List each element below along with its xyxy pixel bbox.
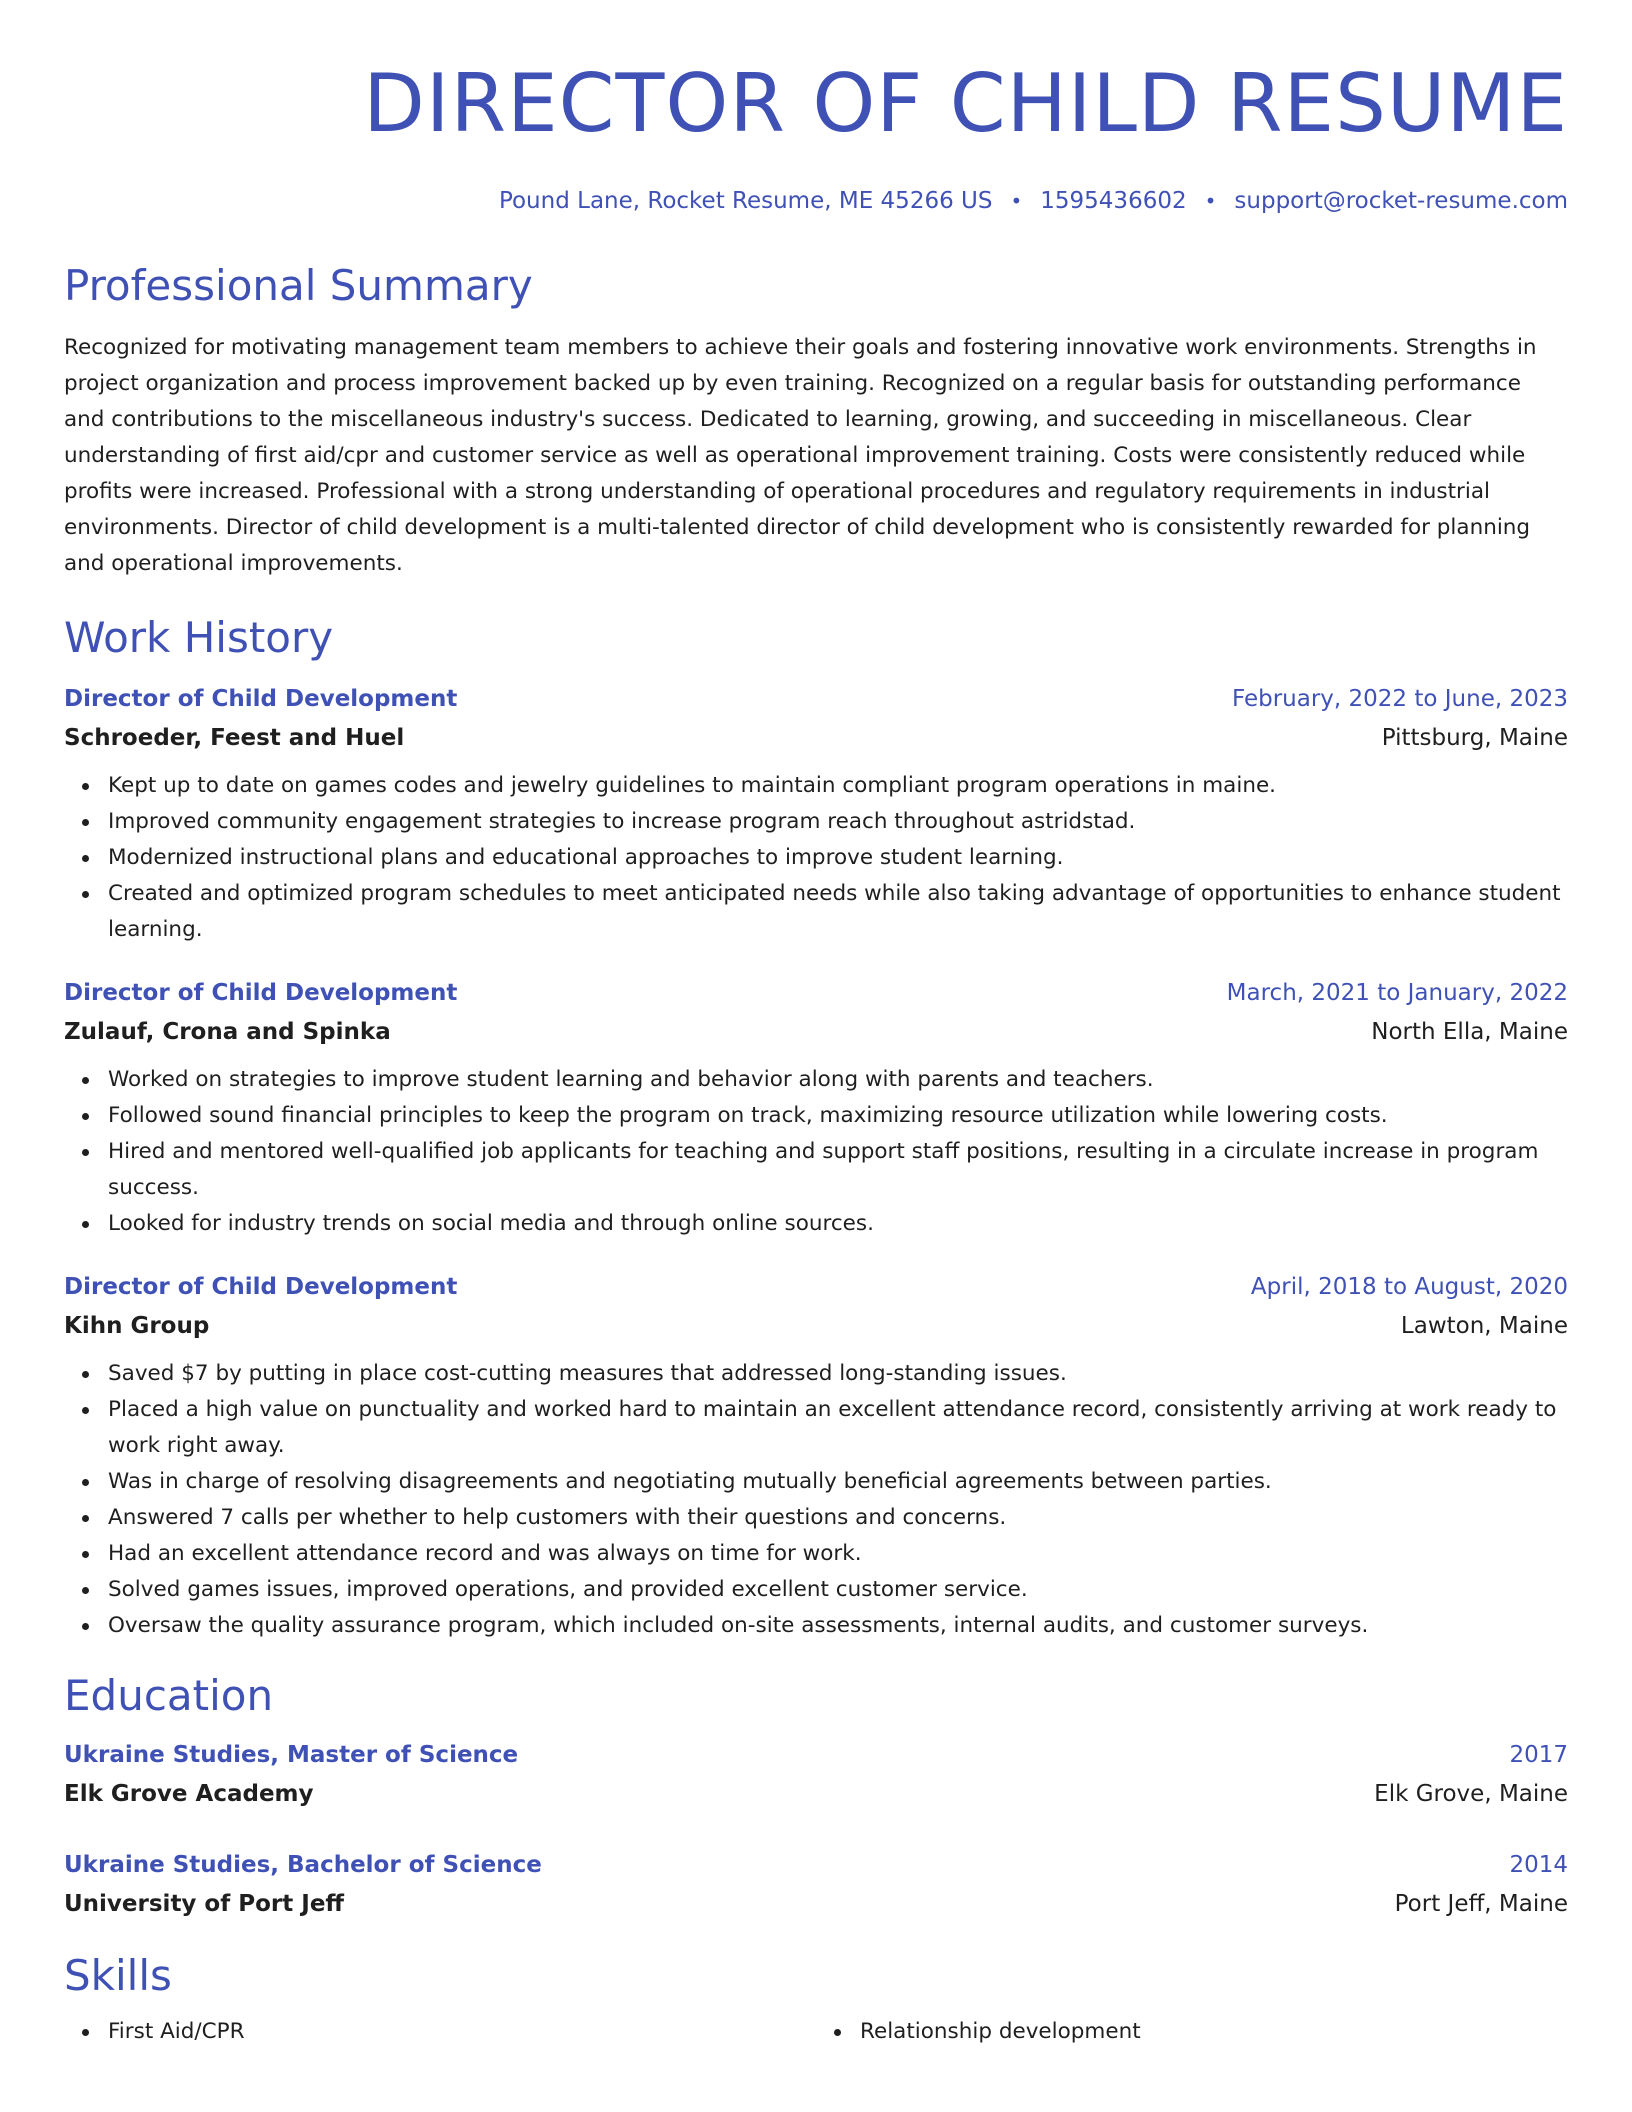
- list-item: Was in charge of resolving disagreements and negotiating mutually beneficial agreements between parties.: [108, 1464, 1568, 1500]
- job-company: Zulauf, Crona and Spinka: [64, 1019, 391, 1045]
- list-item: Modernized instructional plans and educational approaches to improve student learning.: [108, 840, 1568, 876]
- degree-title: Ukraine Studies, Master of Science: [64, 1742, 519, 1768]
- job-location: Lawton, Maine: [1400, 1313, 1568, 1339]
- list-item: Improved community engagement strategies to increase program reach throughout astridstad.: [108, 804, 1568, 840]
- work-history-heading: Work History: [64, 613, 334, 662]
- job-entry: [64, 680, 1568, 948]
- job-dates: February, 2022 to June, 2023: [1231, 686, 1568, 712]
- skill-item: First Aid/CPR: [108, 2014, 816, 2050]
- contact-phone: 1595436602: [1040, 188, 1187, 214]
- list-item: Hired and mentored well-qualified job applicants for teaching and support staff positions, resulting in a circulate increase in program success.: [108, 1134, 1568, 1206]
- job-location: North Ella, Maine: [1371, 1019, 1568, 1045]
- summary-heading: Professional Summary: [64, 261, 533, 310]
- list-item: Created and optimized program schedules to meet anticipated needs while also taking advantage of opportunities to enhance student learning.: [108, 876, 1568, 948]
- education-entry: [64, 1846, 1568, 1924]
- job-dates: March, 2021 to January, 2022: [1226, 980, 1568, 1006]
- education-entry: [64, 1736, 1568, 1814]
- contact-address: Pound Lane, Rocket Resume, ME 45266 US: [498, 188, 993, 214]
- list-item: Saved $7 by putting in place cost-cutting measures that addressed long-standing issues.: [108, 1356, 1568, 1392]
- skills-column-left: [64, 2014, 816, 2050]
- summary-text: Recognized for motivating management team members to achieve their goals and fostering innovative work environments. Strengths in project organization and process improvement backed up by even training. Recognized on a regular basis for outstanding performance and contributions to the miscellaneous industry's success. Dedicated to learning, growing, and succeeding in miscellaneous. Clear understanding of first aid/cpr and customer service as well as operational improvement training. Costs were consistently reduced while profits were increased. Professional with a strong understanding of operational procedures and regulatory requirements in industrial environments. Director of child development is a multi-talented director of child development who is consistently rewarded for planning and operational improvements.: [64, 335, 1537, 576]
- contact-separator: •: [1204, 189, 1217, 213]
- list-item: Had an excellent attendance record and was always on time for work.: [108, 1536, 1568, 1572]
- job-entry: [64, 974, 1568, 1242]
- job-title: Director of Child Development: [64, 980, 458, 1006]
- job-company: Kihn Group: [64, 1313, 210, 1339]
- school-location: Port Jeff, Maine: [1394, 1891, 1568, 1917]
- list-item: Answered 7 calls per whether to help customers with their questions and concerns.: [108, 1500, 1568, 1536]
- skills-list: [64, 2014, 1568, 2050]
- list-item: Solved games issues, improved operations, and provided excellent customer service.: [108, 1572, 1568, 1608]
- school-location: Elk Grove, Maine: [1374, 1781, 1568, 1807]
- job-location: Pittsburg, Maine: [1381, 725, 1568, 751]
- resume-title: DIRECTOR OF CHILD RESUME: [363, 57, 1568, 150]
- job-title: Director of Child Development: [64, 686, 458, 712]
- job-bullets: [64, 768, 1568, 948]
- list-item: Followed sound financial principles to keep the program on track, maximizing resource utilization while lowering costs.: [108, 1098, 1568, 1134]
- education-heading: Education: [64, 1671, 274, 1720]
- contact-separator: •: [1010, 189, 1023, 213]
- list-item: Placed a high value on punctuality and worked hard to maintain an excellent attendance record, consistently arriving at work ready to work right away.: [108, 1392, 1568, 1464]
- list-item: Worked on strategies to improve student learning and behavior along with parents and teachers.: [108, 1062, 1568, 1098]
- school-name: University of Port Jeff: [64, 1891, 345, 1917]
- list-item: Looked for industry trends on social media and through online sources.: [108, 1206, 1568, 1242]
- job-dates: April, 2018 to August, 2020: [1250, 1274, 1568, 1300]
- degree-year: 2014: [1509, 1852, 1568, 1878]
- degree-title: Ukraine Studies, Bachelor of Science: [64, 1852, 542, 1878]
- job-company: Schroeder, Feest and Huel: [64, 725, 405, 751]
- degree-year: 2017: [1509, 1742, 1568, 1768]
- contact-email: support@rocket-resume.com: [1234, 188, 1568, 214]
- job-entry: [64, 1268, 1568, 1644]
- job-bullets: [64, 1356, 1568, 1644]
- job-bullets: [64, 1062, 1568, 1242]
- skills-column-right: [816, 2014, 1568, 2050]
- contact-line: [64, 188, 1568, 214]
- list-item: Kept up to date on games codes and jewelry guidelines to maintain compliant program operations in maine.: [108, 768, 1568, 804]
- job-title: Director of Child Development: [64, 1274, 458, 1300]
- skill-item: Relationship development: [860, 2014, 1568, 2050]
- school-name: Elk Grove Academy: [64, 1781, 314, 1807]
- skills-heading: Skills: [64, 1951, 172, 2000]
- list-item: Oversaw the quality assurance program, which included on-site assessments, internal audits, and customer surveys.: [108, 1608, 1568, 1644]
